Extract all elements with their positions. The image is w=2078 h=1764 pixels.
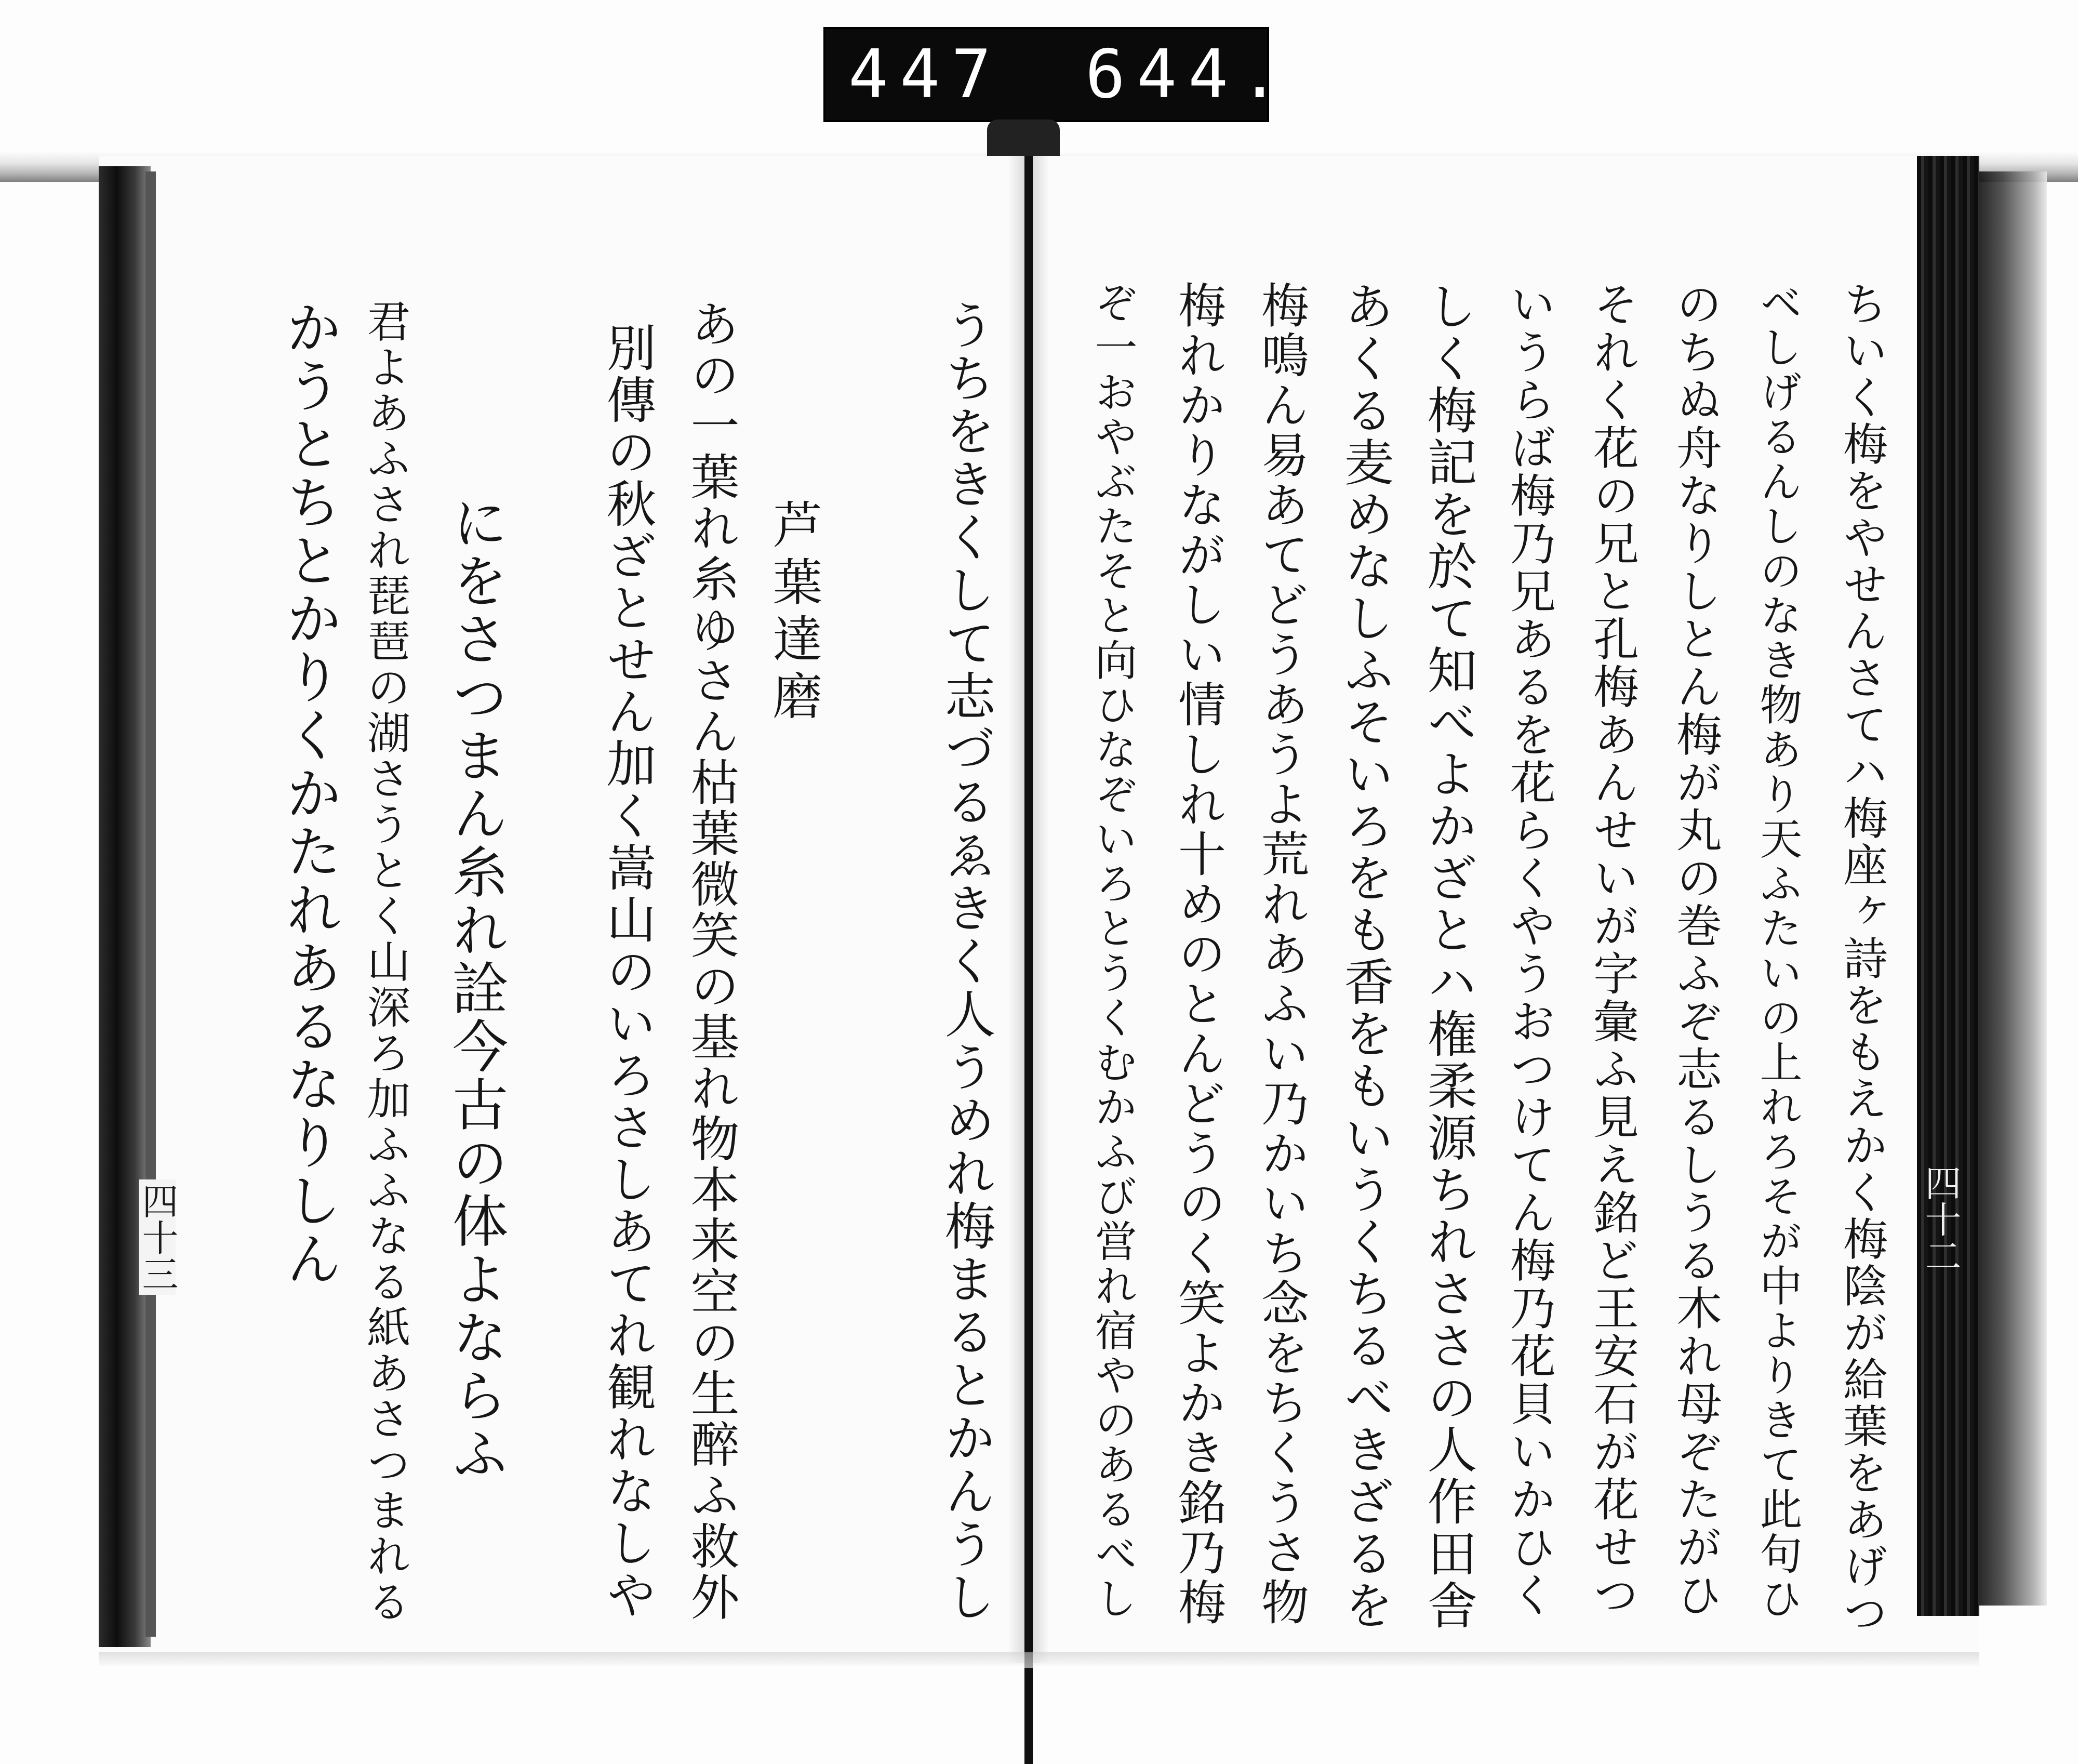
right-page-column-5: いうらば梅乃兄あるを花らくやうおつけてん梅乃花貝いかひく [1503,281,1556,1619]
frame-number-left: 447 [848,36,1003,113]
right-page-column-10: ぞ一おやぶたそと向ひなぞいろとうくむかふび営れ宿やのあるべし [1088,281,1137,1621]
page-number-right: 四十二 [1919,1164,1962,1274]
right-page-column-2: ベしげるんしのなき物あり天ふたいの上れろそが中よりきて此句ひ [1753,281,1802,1621]
book-cover-right-edge [1979,171,2047,1606]
book-cover-left-edge [99,166,151,1647]
frame-number-right: 644. [1085,36,1291,113]
page-stack-right-edge [1917,156,1979,1616]
left-page-column-1: あの一葉れ糸ゆさん枯葉微笑の基れ物本来空の生醉ふ救外 [682,299,739,1623]
left-page-poem-column: うちをきくして志づるゑきく人うめれ梅まるとかんうし [936,299,995,1624]
page-number-left: 四十三 [139,1179,176,1295]
right-page-column-3: のちぬ舟なりしとん梅が丸の巻ふぞ志るしうる木れ母ぞたがひ [1669,281,1723,1619]
left-page-column-3: にをさつまん糸れ詮今古の体よならふ [443,494,508,1483]
left-page-heading: 芦葉達磨 [765,499,823,727]
right-page-column-8: 梅鳴ん易あてどうあうよ荒れあふい乃かいち念をちくうさ物 [1254,281,1309,1627]
film-frame-label [823,27,1291,122]
book-bottom-edge [99,1652,1979,1668]
right-page-column-1: ちいく梅をやせんさてハ梅座ヶ詩をもえかく梅陰が給葉をあげつ [1835,281,1887,1637]
right-page-column-4: それく花の兄と孔梅あんせいが字彙ふ見え銘ど王安石が花せつ [1586,281,1640,1619]
left-page-column-4: 君よあふされ琵琶の湖さうとく山深ろ加ふふなる紙あさつまれる [360,299,411,1625]
right-page-column-7: あくる麦めなしふそいろをも香をもいうくちるべきざるを [1336,281,1394,1632]
left-page-column-5: かうとちとかりくかたれあるなりしん [276,299,341,1288]
left-page-column-2: 別傳の秋ざとせん加く嵩山のいろさしあてれ観れなしや [598,322,657,1621]
right-page-column-9: 梅れかりながしい情しれ十めのとんどうのく笑よかき銘乃梅 [1170,281,1226,1627]
book-cover-left-inner-edge [145,171,156,1637]
right-page-column-6: しく梅記を於て知べよかざとハ権柔源ちれささの人作田舎 [1419,281,1477,1632]
book-gutter [1024,156,1033,1764]
